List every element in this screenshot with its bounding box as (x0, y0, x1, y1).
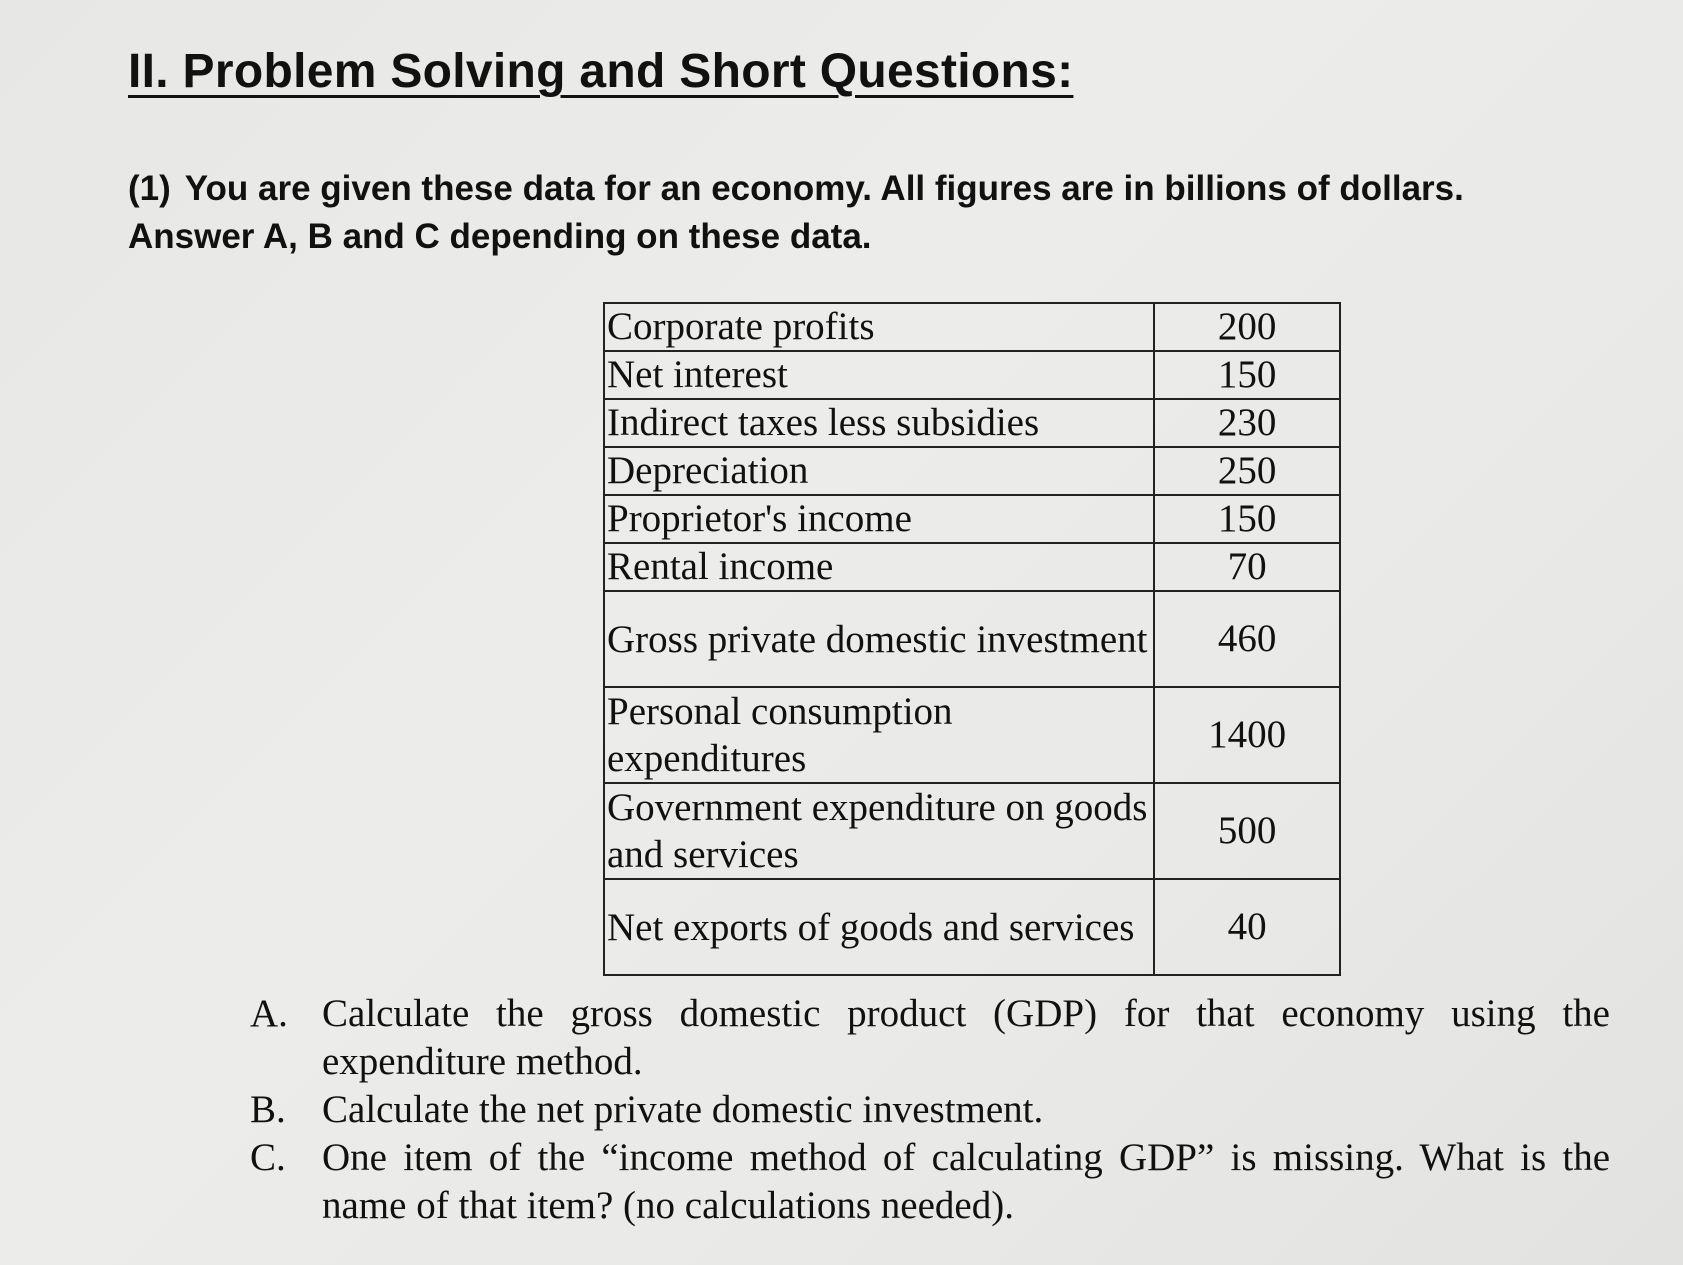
problem-number: (1) (128, 169, 171, 208)
row-value: 1400 (1154, 687, 1340, 783)
question-letter: B. (250, 1088, 286, 1131)
row-label: Indirect taxes less subsidies (604, 399, 1154, 447)
table-row (604, 447, 1340, 495)
section-heading: II. Problem Solving and Short Questions: (128, 45, 1074, 98)
question-item-b (250, 1086, 1610, 1134)
table-row (604, 687, 1340, 783)
row-label: Proprietor's income (604, 495, 1154, 543)
question-text: Calculate the gross domestic product (GDP) for that economy using the expenditure method. (322, 992, 1610, 1083)
row-value: 500 (1154, 783, 1340, 879)
table-row (604, 351, 1340, 399)
question-list (250, 990, 1610, 1230)
row-value: 150 (1154, 495, 1340, 543)
question-letter: A. (250, 992, 288, 1035)
row-label: Gross private domestic investment (604, 591, 1154, 687)
row-value: 230 (1154, 399, 1340, 447)
table-row (604, 879, 1340, 975)
row-label: Rental income (604, 543, 1154, 591)
row-label: Government expenditure on goods and services (604, 783, 1154, 879)
row-label: Net interest (604, 351, 1154, 399)
table-row (604, 399, 1340, 447)
row-label: Corporate profits (604, 303, 1154, 351)
table-row (604, 591, 1340, 687)
row-value: 250 (1154, 447, 1340, 495)
question-letter: C. (250, 1136, 286, 1179)
question-item-a (250, 990, 1610, 1086)
row-value: 460 (1154, 591, 1340, 687)
problem-text: You are given these data for an economy. All figures are in billions of dollars. Answer A, B and C depending on these data. (128, 169, 1464, 256)
problem-intro (128, 165, 1568, 261)
row-label: Depreciation (604, 447, 1154, 495)
row-value: 200 (1154, 303, 1340, 351)
table-row (604, 543, 1340, 591)
economy-data-table (603, 302, 1341, 976)
row-value: 70 (1154, 543, 1340, 591)
row-value: 150 (1154, 351, 1340, 399)
table-row (604, 303, 1340, 351)
question-text: One item of the “income method of calculating GDP” is missing. What is the name of that item? (no calculations needed). (322, 1136, 1610, 1227)
question-item-c (250, 1134, 1610, 1230)
table-row (604, 783, 1340, 879)
row-label: Personal consumption expenditures (604, 687, 1154, 783)
row-label: Net exports of goods and services (604, 879, 1154, 975)
row-value: 40 (1154, 879, 1340, 975)
table-row (604, 495, 1340, 543)
question-text: Calculate the net private domestic investment. (322, 1088, 1044, 1131)
